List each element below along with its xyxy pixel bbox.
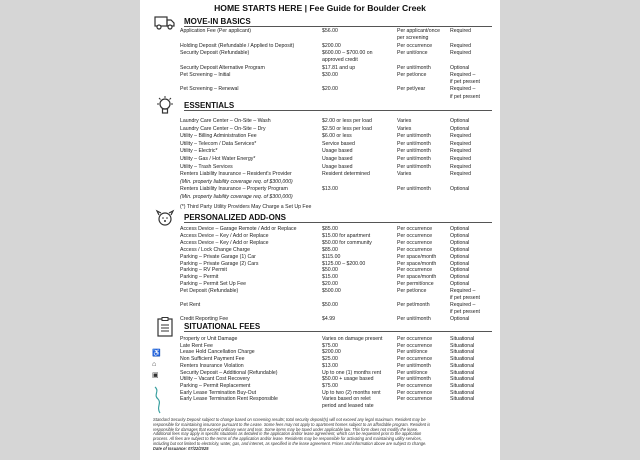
fee-frequency: Per unit/month	[397, 148, 431, 155]
fee-amount: $75.00	[322, 342, 338, 349]
fee-requirement: Optional	[450, 246, 470, 253]
moving-truck-icon	[154, 11, 176, 33]
issuance-date: Date of Issuance: 07/22/2025	[153, 445, 209, 451]
fee-frequency: Per unit/month	[397, 133, 431, 140]
fee-requirement: Situational	[450, 396, 475, 403]
fee-amount: $125.00 – $200.00	[322, 260, 366, 267]
fee-name: Access Device – Garage Remote / Add or Replace	[180, 226, 297, 232]
fee-name: Utility – Gas / Hot Water Energy*	[180, 156, 256, 162]
fee-name: Late Rent Fee	[180, 342, 213, 349]
fee-frequency: Per occurrence	[397, 42, 433, 49]
fee-name: Access / Lock Change Charge	[180, 246, 251, 253]
fee-requirement: Optional	[450, 281, 470, 288]
lightbulb-icon	[154, 95, 176, 117]
fee-name: Utility – Vacant Cost Recovery	[180, 376, 250, 383]
fee-amount: $20.00	[322, 86, 338, 93]
fee-name: Credit Reporting Fee	[180, 315, 229, 322]
fee-frequency: Per unit/month	[397, 186, 431, 193]
section-addons-header	[154, 213, 492, 223]
fee-requirement: Optional	[450, 260, 470, 267]
fee-name: Pet Rent	[180, 301, 201, 308]
fee-frequency: Per pet/year	[397, 86, 426, 93]
fee-requirement: Optional	[450, 232, 470, 239]
fee-requirement: Required	[450, 28, 472, 34]
fee-amount: $15.00	[322, 274, 338, 281]
fee-requirement: Optional	[450, 186, 470, 193]
fee-requirement: Situational	[450, 376, 475, 383]
fee-name: Non Sufficient Payment Fee	[180, 356, 245, 363]
section-title: PERSONALIZED ADD-ONS	[184, 213, 286, 222]
fee-name: Laundry Care Center – On-Site – Dry	[180, 125, 266, 132]
fee-requirement: Required –	[450, 288, 476, 295]
fee-amount: $600.00 – $700.00 on	[322, 49, 373, 56]
section-title: MOVE-IN BASICS	[184, 17, 251, 26]
fee-requirement: Required	[450, 148, 472, 155]
fair-housing-icon: ▣	[152, 372, 159, 379]
section-divider	[184, 26, 492, 27]
fee-frequency: Per space/month	[397, 260, 437, 267]
fee-amount: $50.00	[322, 267, 338, 274]
fee-name: Parking – Permit	[180, 274, 219, 281]
fee-name: Renters Insurance Violation	[180, 362, 244, 369]
fee-requirement: Optional	[450, 125, 470, 132]
fee-requirement: Optional	[450, 267, 470, 274]
fee-name: Security Deposit – Additional (Refundable)	[180, 369, 278, 376]
fee-name: Security Deposit Alternative Program	[180, 64, 265, 71]
fee-amount: $500.00	[322, 288, 341, 295]
fee-name: Early Lease Termination Rent Responsible	[180, 396, 278, 403]
fee-requirement: Situational	[450, 349, 475, 356]
fee-requirement: Optional	[450, 274, 470, 281]
fee-frequency: Per occurrence	[397, 232, 433, 239]
fee-frequency: Per pet/month	[397, 301, 430, 308]
fee-name: Pet Screening – Initial	[180, 71, 231, 78]
fee-requirement: Situational	[450, 356, 475, 363]
fee-frequency: Per occurrence	[397, 239, 433, 246]
fee-frequency: Per occurrence	[397, 342, 433, 349]
fee-frequency: Per pet/once	[397, 288, 427, 295]
fee-name: Access Device – Key / Add or Replace	[180, 239, 269, 246]
fee-name: Application Fee (Per applicant)	[180, 28, 251, 34]
fee-frequency: Per occurrence	[397, 246, 433, 253]
fee-requirement: Optional	[450, 64, 470, 71]
fee-name: Laundry Care Center – On-Site – Wash	[180, 118, 271, 124]
fee-name: Utility – Billing Administration Fee	[180, 133, 257, 140]
fee-frequency: Per unit/once	[397, 349, 428, 356]
fee-frequency: Varies	[397, 171, 412, 178]
section-title: ESSENTIALS	[184, 101, 235, 110]
fee-requirement: if pet present	[450, 93, 480, 100]
fee-name: Property or Unit Damage	[180, 336, 238, 342]
fee-name: Renters Liability Insurance – Resident's Provider	[180, 171, 292, 178]
fee-frequency: Per occurrence	[397, 382, 433, 389]
fee-amount: $13.00	[322, 186, 338, 193]
fee-amount: $50.00 for community	[322, 239, 372, 246]
fee-amount: $4.99	[322, 315, 335, 322]
fee-amount: approved credit	[322, 57, 358, 64]
fee-amount: Service based	[322, 140, 355, 147]
fee-amount: $25.00	[322, 356, 338, 363]
fee-frequency: Per pet/once	[397, 71, 427, 78]
fee-amount: period and leased rate	[322, 403, 374, 409]
fee-name: Parking – Private Garage (1) Car	[180, 253, 256, 260]
fee-amount: $6.00 or less	[322, 133, 352, 140]
fee-frequency: Varies	[397, 118, 412, 124]
fee-requirement: Optional	[450, 226, 470, 232]
fee-name: Pet Deposit (Refundable)	[180, 288, 239, 295]
fee-requirement: if pet present	[450, 295, 480, 301]
fee-amount: $56.00	[322, 28, 338, 34]
section-essentials-header	[154, 101, 492, 111]
fee-frequency: Per applicant/once	[397, 28, 440, 34]
fee-frequency: Per occurrence	[397, 267, 433, 274]
fee-requirement: Situational	[450, 389, 475, 396]
fee-requirement: Optional	[450, 239, 470, 246]
fee-requirement: Required	[450, 140, 472, 147]
fee-name: Utility – Trash Services	[180, 163, 233, 170]
fee-frequency: Per unit/month	[397, 140, 431, 147]
fee-amount: $17.81 and up	[322, 64, 356, 71]
fee-amount: $15.00 for apartment	[322, 232, 371, 239]
fee-frequency: Per occurrence	[397, 336, 433, 342]
footer-line: Additional fees may apply in specific situations as detailed in the application and/or lease agreement, which can be requested prior to the application	[153, 431, 422, 437]
section-divider	[184, 222, 492, 223]
fee-name: Early Lease Termination Buy-Out	[180, 389, 257, 396]
section-divider	[184, 110, 492, 111]
fee-amount: $2.50 or less per load	[322, 125, 372, 132]
fee-amount: $50.00 + usage based	[322, 376, 374, 383]
fee-requirement: Situational	[450, 362, 475, 369]
footer-line: Standard Security Deposit subject to change based on screening results; total security deposit(s) will not exceed any legal maximum. Resident may be	[153, 417, 426, 422]
fee-frequency: Per occurrence	[397, 389, 433, 396]
fee-requirement: Required	[450, 42, 472, 49]
footer-disclaimer	[153, 418, 489, 452]
section-situational-header	[154, 322, 492, 332]
fee-name: (Min. property liability coverage req. of $300,000)	[180, 178, 293, 185]
fee-frequency: Varies	[397, 125, 412, 132]
fee-amount: $200.00	[322, 349, 341, 356]
fee-amount: Resident determined	[322, 171, 370, 178]
fee-frequency: per screening	[397, 35, 429, 42]
fee-frequency: Per unit/month	[397, 315, 431, 322]
fee-name: Access Device – Key / Add or Replace	[180, 232, 269, 239]
footer-line: process. All fees are subject to the terms of the application and/or lease. Residents may be responsible for activating and maintaining utility services,	[153, 436, 422, 442]
fee-frequency: Per permit/once	[397, 281, 434, 288]
fee-frequency: Per space/month	[397, 253, 437, 260]
fee-name: Security Deposit (Refundable)	[180, 49, 250, 56]
fee-amount: Up to two (2) months rent	[322, 389, 381, 396]
fee-requirement: if pet present	[450, 79, 480, 86]
fee-guide-page	[140, 0, 500, 460]
fee-frequency: Per space/month	[397, 274, 437, 281]
fee-name: (Min. property liability coverage req. of $300,000)	[180, 194, 293, 200]
fee-requirement: Required	[450, 156, 472, 162]
fee-amount: $200.00	[322, 42, 341, 49]
section-title: SITUATIONAL FEES	[184, 322, 261, 331]
fee-requirement: if pet present	[450, 308, 480, 315]
fee-name: Renters Liability Insurance – Property Program	[180, 186, 288, 193]
fee-requirement: Situational	[450, 382, 475, 389]
fee-name: Pet Screening – Renewal	[180, 86, 239, 93]
fee-amount: $50.00	[322, 301, 338, 308]
fee-requirement: Required –	[450, 301, 476, 308]
fee-amount: $75.00	[322, 382, 338, 389]
fee-requirement: Situational	[450, 342, 475, 349]
fee-requirement: Required –	[450, 86, 476, 93]
fee-amount: $30.00	[322, 71, 338, 78]
fee-name: Parking – RV Permit	[180, 267, 227, 274]
fee-amount: $115.00	[322, 253, 341, 260]
fee-frequency: Per occurrence	[397, 396, 433, 403]
fee-frequency: Per occurrence	[397, 226, 433, 232]
fee-frequency: Per unit/month	[397, 376, 431, 383]
pet-friendly-icon	[152, 385, 162, 415]
fee-requirement: Situational	[450, 369, 475, 376]
fee-frequency: Per unit/once	[397, 49, 428, 56]
fee-amount: Usage based	[322, 156, 353, 162]
fee-amount: Up to one (1) months rent	[322, 369, 382, 376]
footer-line: responsible for damages that exceed ordinary wear and tear. Some items may be taxed under applicable law. This form does not modify the lease.	[153, 426, 419, 432]
equal-housing-icon: ⌂	[152, 361, 157, 368]
fee-requirement: Optional	[450, 118, 470, 124]
footer-line: responsible for maintaining insurance pursuant to the Lease. Some fees may not apply to apartment homes subject to an affordable program. Resident is	[153, 421, 431, 427]
fee-requirement: Required	[450, 163, 472, 170]
section-divider	[184, 331, 492, 332]
clipboard-icon	[154, 316, 176, 338]
wheelchair-icon: ♿	[152, 350, 161, 357]
fee-amount: Usage based	[322, 163, 353, 170]
fee-requirement: Required	[450, 171, 472, 178]
fee-amount: $85.00	[322, 246, 338, 253]
fee-amount: Varies on damage present	[322, 336, 383, 342]
fee-frequency: Per occurrence	[397, 356, 433, 363]
fee-name: Parking – Permit Replacement	[180, 382, 251, 389]
fee-name: Parking – Private Garage (2) Cars	[180, 260, 259, 267]
fee-frequency: Per unit/month	[397, 163, 431, 170]
dog-icon	[154, 207, 176, 229]
fee-amount: $13.00	[322, 362, 338, 369]
footer-line: including but not limited to electricity, water, gas, and internet, as specified in the lease agreement. Prices and information above are subject to change.	[153, 440, 427, 446]
fee-frequency: Per unit/month	[397, 156, 431, 162]
fee-amount: $2.00 or less per load	[322, 118, 372, 124]
fee-requirement: Required	[450, 49, 472, 56]
fee-name: Lease Hold Cancellation Charge	[180, 349, 255, 356]
page-title: HOME STARTS HERE | Fee Guide for Boulder Creek	[214, 3, 426, 13]
fee-frequency: Per unit/once	[397, 369, 428, 376]
utility-note: (*) Third Party Utility Providers May Charge a Set Up Fee	[180, 204, 312, 210]
fee-amount: $85.00	[322, 226, 338, 232]
fee-amount: $20.00	[322, 281, 338, 288]
fee-name: Utility – Telecom / Data Services*	[180, 140, 257, 147]
fee-amount: Usage based	[322, 148, 353, 155]
fee-name: Parking – Permit Set Up Fee	[180, 281, 247, 288]
fee-frequency: Per unit/month	[397, 362, 431, 369]
section-move-in-header	[154, 17, 492, 27]
fee-requirement: Optional	[450, 315, 470, 322]
fee-frequency: Per unit/month	[397, 64, 431, 71]
fee-requirement: Situational	[450, 336, 475, 342]
fee-requirement: Required	[450, 133, 472, 140]
fee-amount: Varies based on relet	[322, 396, 371, 403]
fee-requirement: Optional	[450, 253, 470, 260]
fee-name: Holding Deposit (Refundable / Applied to Deposit)	[180, 42, 295, 49]
fee-requirement: Required –	[450, 71, 476, 78]
fee-name: Utility – Electric*	[180, 148, 218, 155]
